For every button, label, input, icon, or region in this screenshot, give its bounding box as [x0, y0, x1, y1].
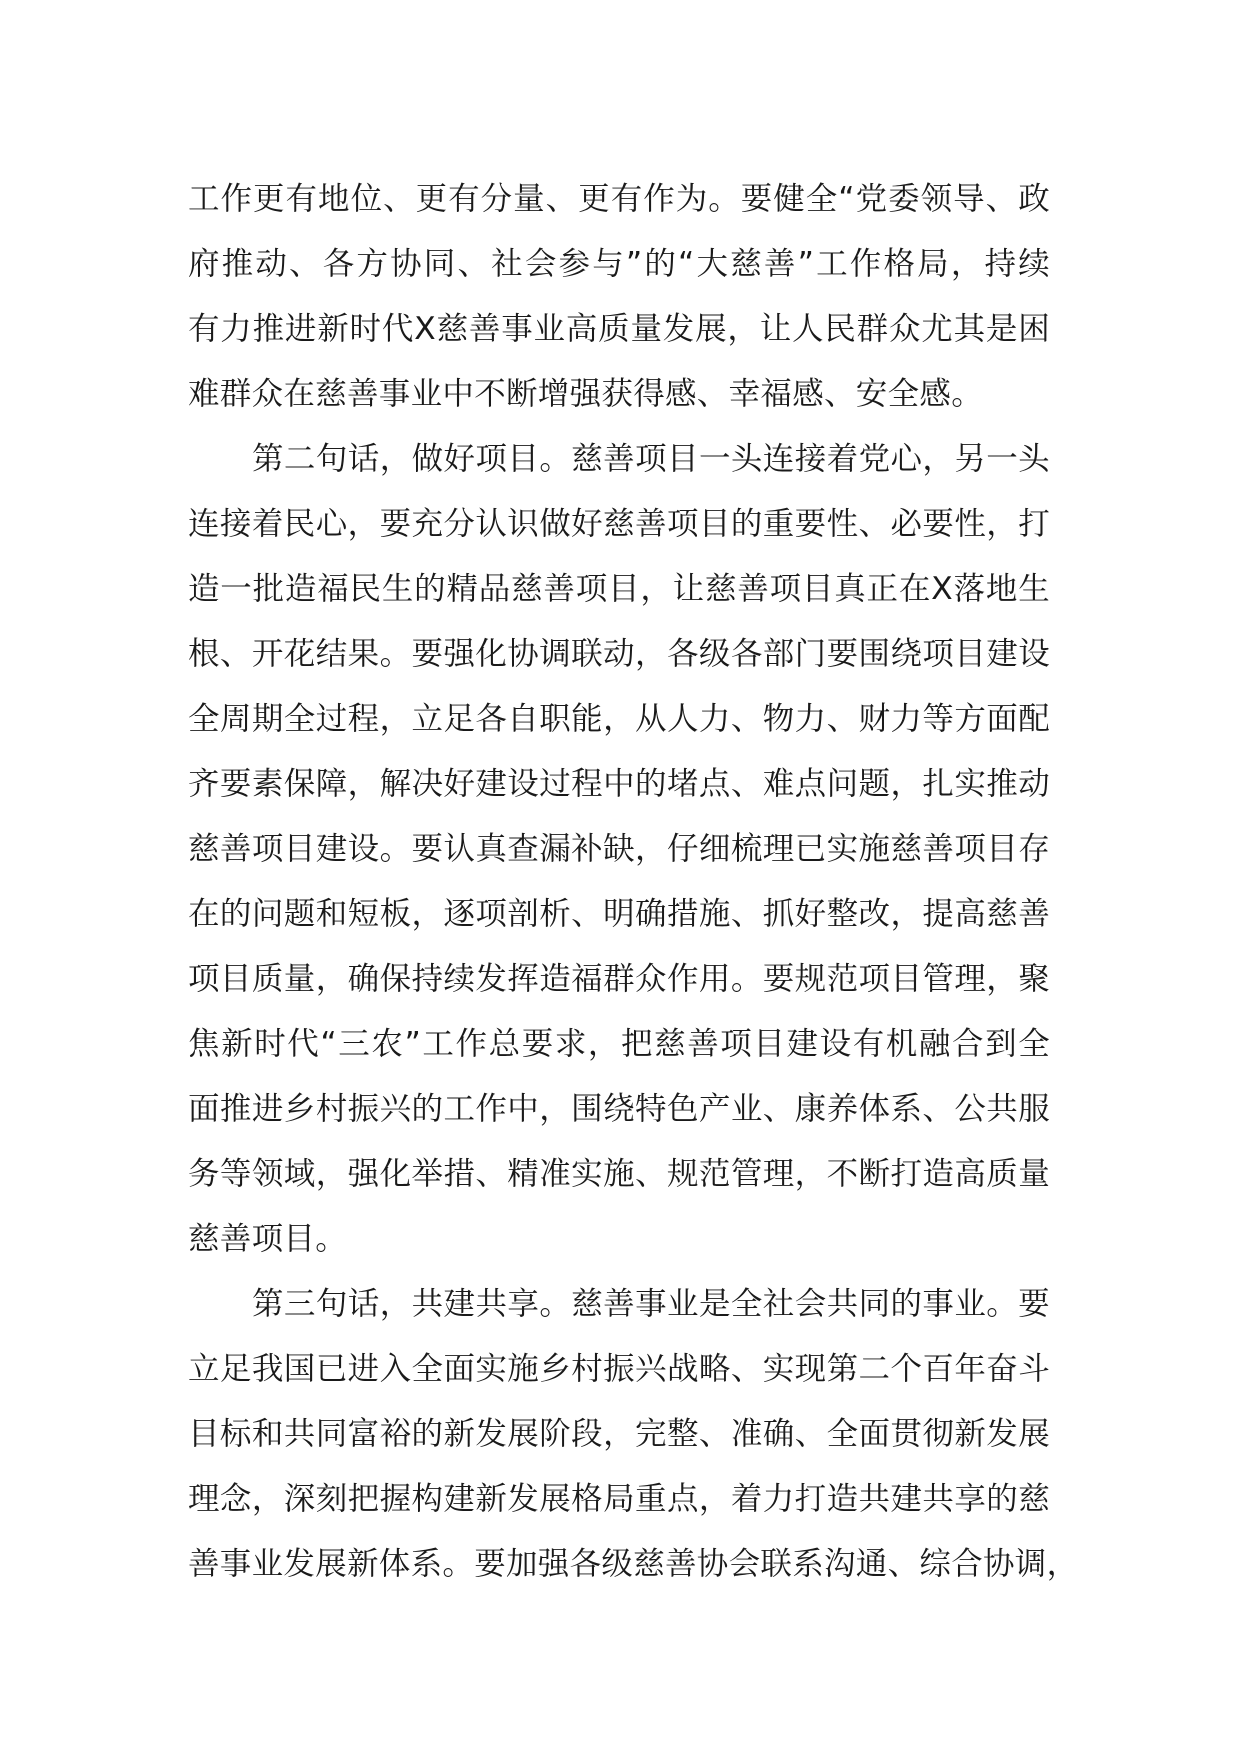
text-line: 项目质量，确保持续发挥造福群众作用。要规范项目管理，聚 [188, 961, 1050, 997]
text-line: 理念，深刻把握构建新发展格局重点，着力打造共建共享的慈 [188, 1481, 1050, 1517]
text-line: 有力推进新时代X慈善事业高质量发展，让人民群众尤其是困 [188, 311, 1050, 347]
text-line: 立足我国已进入全面实施乡村振兴战略、实现第二个百年奋斗 [188, 1351, 1050, 1387]
text-line: 在的问题和短板，逐项剖析、明确措施、抓好整改，提高慈善 [188, 896, 1050, 932]
document-body [188, 167, 1079, 1597]
paragraph-3-first-line: 第三句话，共建共享。慈善事业是全社会共同的事业。要 [252, 1286, 1050, 1322]
paragraph-2-first-line: 第二句话，做好项目。慈善项目一头连接着党心，另一头 [252, 441, 1050, 477]
text-line: 善事业发展新体系。要加强各级慈善协会联系沟通、综合协调， [188, 1546, 1079, 1582]
text-line: 全周期全过程，立足各自职能，从人力、物力、财力等方面配 [188, 701, 1050, 737]
text-line: 慈善项目。 [188, 1221, 348, 1257]
text-line: 慈善项目建设。要认真查漏补缺，仔细梳理已实施慈善项目存 [188, 831, 1050, 867]
text-line: 根、开花结果。要强化协调联动，各级各部门要围绕项目建设 [188, 636, 1050, 672]
text-line: 连接着民心，要充分认识做好慈善项目的重要性、必要性，打 [188, 506, 1050, 542]
text-line: 目标和共同富裕的新发展阶段，完整、准确、全面贯彻新发展 [188, 1416, 1050, 1452]
text-line: 难群众在慈善事业中不断增强获得感、幸福感、安全感。 [188, 376, 984, 412]
text-line: 面推进乡村振兴的工作中，围绕特色产业、康养体系、公共服 [188, 1091, 1050, 1127]
text-line: 工作更有地位、更有分量、更有作为。要健全“党委领导、政 [188, 181, 1050, 217]
text-line: 焦新时代“三农”工作总要求，把慈善项目建设有机融合到全 [188, 1026, 1050, 1062]
text-line: 齐要素保障，解决好建设过程中的堵点、难点问题，扎实推动 [188, 766, 1050, 802]
text-line: 府推动、各方协同、社会参与”的“大慈善”工作格局，持续 [188, 246, 1050, 282]
text-line: 务等领域，强化举措、精准实施、规范管理，不断打造高质量 [188, 1156, 1050, 1192]
text-line: 造一批造福民生的精品慈善项目，让慈善项目真正在X落地生 [188, 571, 1050, 607]
